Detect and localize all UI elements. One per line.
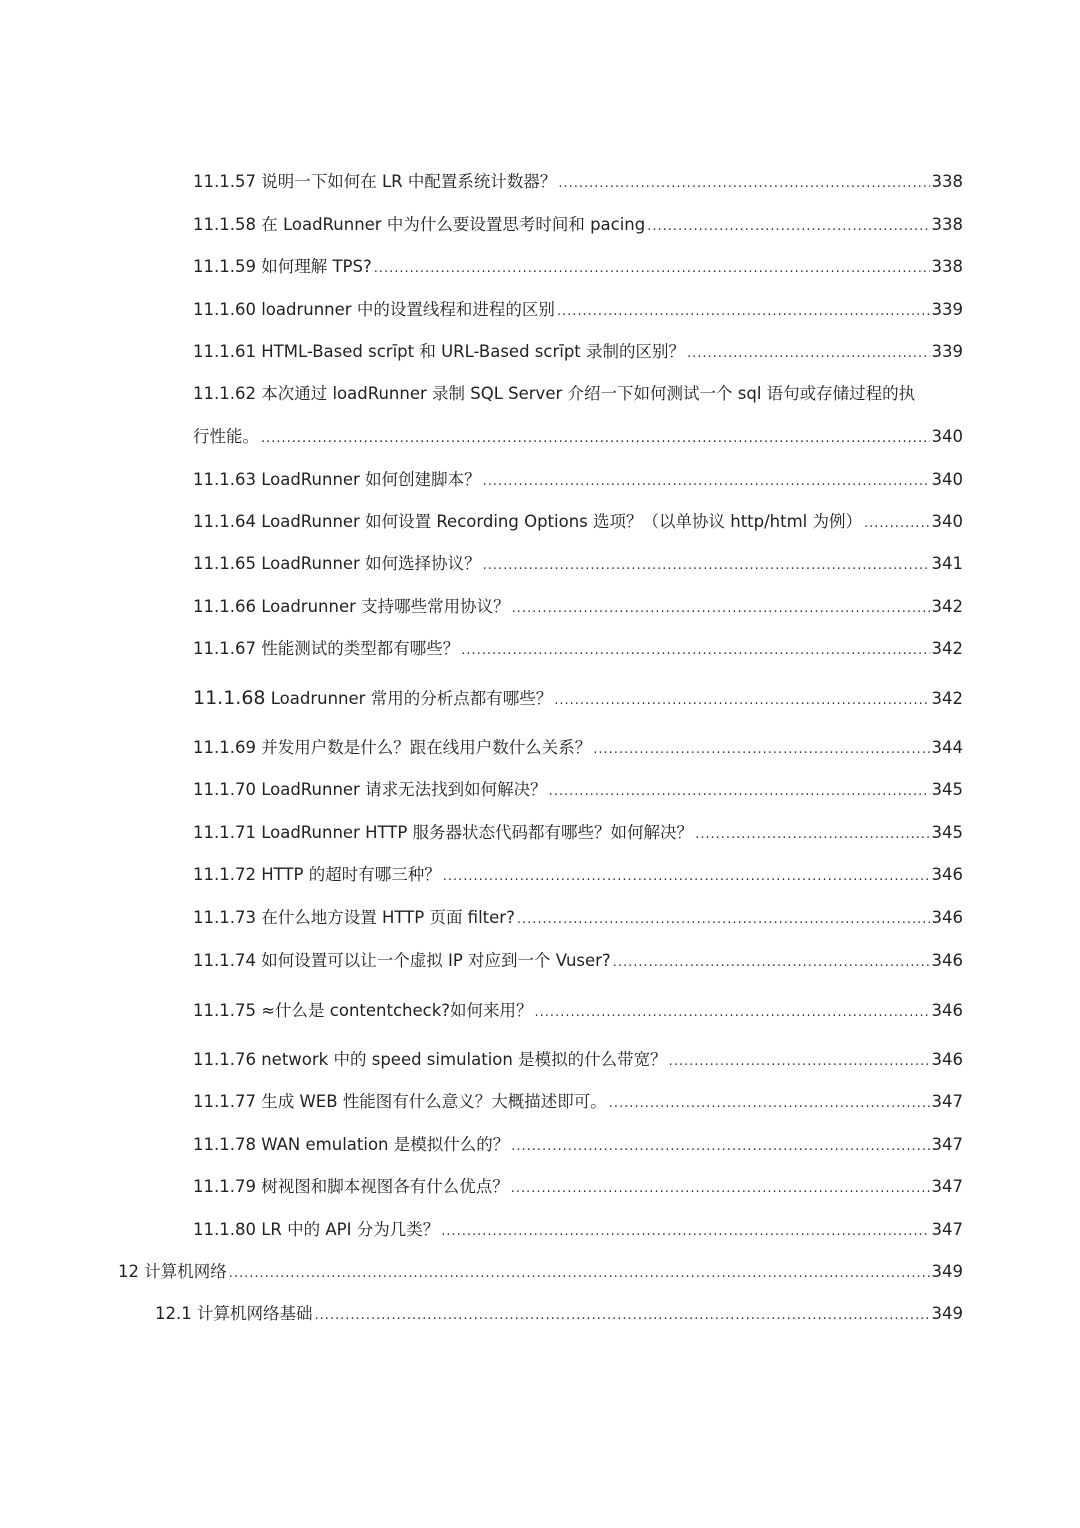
toc-entry-number: 11.1.68 (193, 687, 266, 709)
toc-page-number: 345 (931, 780, 963, 799)
toc-entry[interactable] (193, 822, 963, 846)
toc-page-number: 349 (931, 1304, 963, 1323)
toc-entry[interactable] (193, 299, 963, 323)
toc-entry-title: 11.1.73 在什么地方设置 HTTP 页面 filter? (193, 908, 515, 927)
toc-entry-text: Loadrunner 常用的分析点都有哪些？ (265, 689, 553, 708)
toc-page-number: 342 (931, 689, 963, 708)
toc-page-number: 341 (931, 554, 963, 573)
toc-entry-title: 11.1.69 并发用户数是什么？跟在线用户数什么关系？ (193, 738, 592, 757)
toc-leader-dots (314, 1305, 929, 1327)
toc-leader-dots (558, 173, 929, 195)
toc-leader-dots (687, 343, 929, 365)
toc-entry-title: 11.1.76 network 中的 speed simulation 是模拟的什么带宽？ (193, 1050, 667, 1069)
toc-leader-dots (511, 1178, 930, 1200)
toc-entry[interactable] (193, 950, 963, 974)
toc-leader-dots (443, 866, 930, 888)
toc-entry[interactable] (193, 256, 963, 280)
toc-entry[interactable] (193, 469, 963, 493)
toc-page-number: 347 (931, 1220, 963, 1239)
toc-entry-title: 11.1.77 生成 WEB 性能图有什么意义？大概描述即可。 (193, 1092, 607, 1111)
toc-entry-title: 11.1.64 LoadRunner 如何设置 Recording Options 选项？（以单协议 http/html 为例） (193, 512, 863, 531)
toc-entry-title-line2: 行性能。 (193, 427, 259, 446)
toc-entry-title: 11.1.58 在 LoadRunner 中为什么要设置思考时间和 pacing (193, 215, 646, 234)
toc-page-number: 347 (931, 1092, 963, 1111)
toc-leader-dots (609, 1093, 930, 1115)
toc-page-number: 339 (931, 342, 963, 361)
toc-entry-title (193, 687, 552, 710)
toc-page-number: 342 (931, 639, 963, 658)
toc-page-number: 346 (931, 1050, 963, 1069)
toc-entry-title: 11.1.65 LoadRunner 如何选择协议？ (193, 554, 481, 573)
toc-entry[interactable] (193, 171, 963, 195)
toc-entry-title: 11.1.71 LoadRunner HTTP 服务器状态代码都有哪些？如何解决？ (193, 823, 694, 842)
toc-entry[interactable] (193, 511, 963, 535)
toc-entry[interactable] (193, 638, 963, 662)
toc-leader-dots (647, 216, 929, 238)
toc-page-number: 347 (931, 1135, 963, 1154)
toc-leader-dots (549, 781, 930, 803)
toc-entry-title: 11.1.61 HTML-Based scrīpt 和 URL-Based scrīpt 录制的区别？ (193, 342, 686, 361)
toc-entry[interactable] (193, 1000, 963, 1024)
toc-leader-dots (511, 1136, 929, 1158)
toc-entry-title: 11.1.57 说明一下如何在 LR 中配置系统计数器？ (193, 172, 557, 191)
toc-page-number: 347 (931, 1177, 963, 1196)
toc-entry[interactable] (193, 553, 963, 577)
toc-entry[interactable] (193, 779, 963, 803)
toc-page-number: 338 (931, 172, 963, 191)
toc-page-number: 340 (931, 470, 963, 489)
toc-entry[interactable] (193, 596, 963, 620)
toc-entry-title: 11.1.78 WAN emulation 是模拟什么的？ (193, 1135, 510, 1154)
toc-entry-title: 12 计算机网络 (118, 1262, 227, 1281)
toc-entry-title: 11.1.80 LR 中的 API 分为几类？ (193, 1220, 440, 1239)
toc-leader-dots (229, 1263, 930, 1285)
toc-page-number: 338 (931, 257, 963, 276)
toc-entry-title: 11.1.63 LoadRunner 如何创建脚本？ (193, 470, 481, 489)
toc-leader-dots (669, 1051, 930, 1073)
toc-leader-dots (517, 909, 930, 931)
toc-entry-title-line1[interactable]: 11.1.62 本次通过 loadRunner 录制 SQL Server 介绍一下如何测试一个 sql 语句或存储过程的执 (193, 384, 916, 403)
toc-leader-dots (483, 471, 930, 493)
toc-page-number: 338 (931, 215, 963, 234)
toc-entry[interactable] (193, 907, 963, 931)
toc-entry[interactable] (193, 1091, 963, 1115)
toc-entry-title: 11.1.59 如何理解 TPS? (193, 257, 372, 276)
toc-entry[interactable] (193, 1176, 963, 1200)
toc-leader-dots (512, 598, 930, 620)
toc-page-number: 346 (931, 908, 963, 927)
toc-entry-title: 11.1.67 性能测试的类型都有哪些？ (193, 639, 460, 658)
toc-leader-dots (261, 428, 930, 450)
toc-page-number: 346 (931, 1001, 963, 1020)
toc-entry-title: 11.1.74 如何设置可以让一个虚拟 IP 对应到一个 Vuser? (193, 951, 611, 970)
toc-page-number: 339 (931, 300, 963, 319)
toc-page-number: 340 (931, 512, 963, 531)
toc-entry[interactable] (193, 737, 963, 761)
toc-leader-dots (483, 555, 930, 577)
toc-page-number: 342 (931, 597, 963, 616)
toc-section-entry[interactable] (155, 1303, 963, 1327)
toc-chapter-entry[interactable] (118, 1261, 963, 1285)
toc-leader-dots (535, 1002, 930, 1024)
toc-entry[interactable] (193, 864, 963, 888)
toc-entry-title: 11.1.75 ≈什么是 contentcheck?如何来用？ (193, 1001, 533, 1020)
toc-entry[interactable] (193, 426, 963, 450)
toc-page-number: 346 (931, 865, 963, 884)
toc-entry[interactable] (193, 687, 963, 712)
toc-leader-dots (593, 739, 929, 761)
toc-leader-dots (695, 824, 929, 846)
toc-entry-title: 11.1.79 树视图和脚本视图各有什么优点？ (193, 1177, 509, 1196)
toc-page-number: 340 (931, 427, 963, 446)
toc-entry[interactable] (193, 1049, 963, 1073)
toc-leader-dots (461, 640, 929, 662)
toc-leader-dots (441, 1221, 929, 1243)
toc-leader-dots (554, 690, 929, 712)
toc-leader-dots (864, 513, 929, 535)
toc-leader-dots (613, 952, 930, 974)
toc-entry-title: 11.1.70 LoadRunner 请求无法找到如何解决？ (193, 780, 547, 799)
toc-entry[interactable] (193, 341, 963, 365)
toc-leader-dots (557, 301, 930, 323)
toc-leader-dots (374, 258, 930, 280)
toc-entry[interactable] (193, 1134, 963, 1158)
toc-page-number: 349 (931, 1262, 963, 1281)
toc-entry-title: 11.1.66 Loadrunner 支持哪些常用协议？ (193, 597, 510, 616)
toc-page-number: 345 (931, 823, 963, 842)
toc-entry-title: 12.1 计算机网络基础 (155, 1304, 313, 1323)
toc-entry[interactable] (193, 214, 963, 238)
toc-entry-title: 11.1.60 loadrunner 中的设置线程和进程的区别 (193, 300, 555, 319)
toc-page-number: 344 (931, 738, 963, 757)
toc-entry[interactable] (193, 1219, 963, 1243)
toc-entry-title: 11.1.72 HTTP 的超时有哪三种？ (193, 865, 441, 884)
toc-page-number: 346 (931, 951, 963, 970)
